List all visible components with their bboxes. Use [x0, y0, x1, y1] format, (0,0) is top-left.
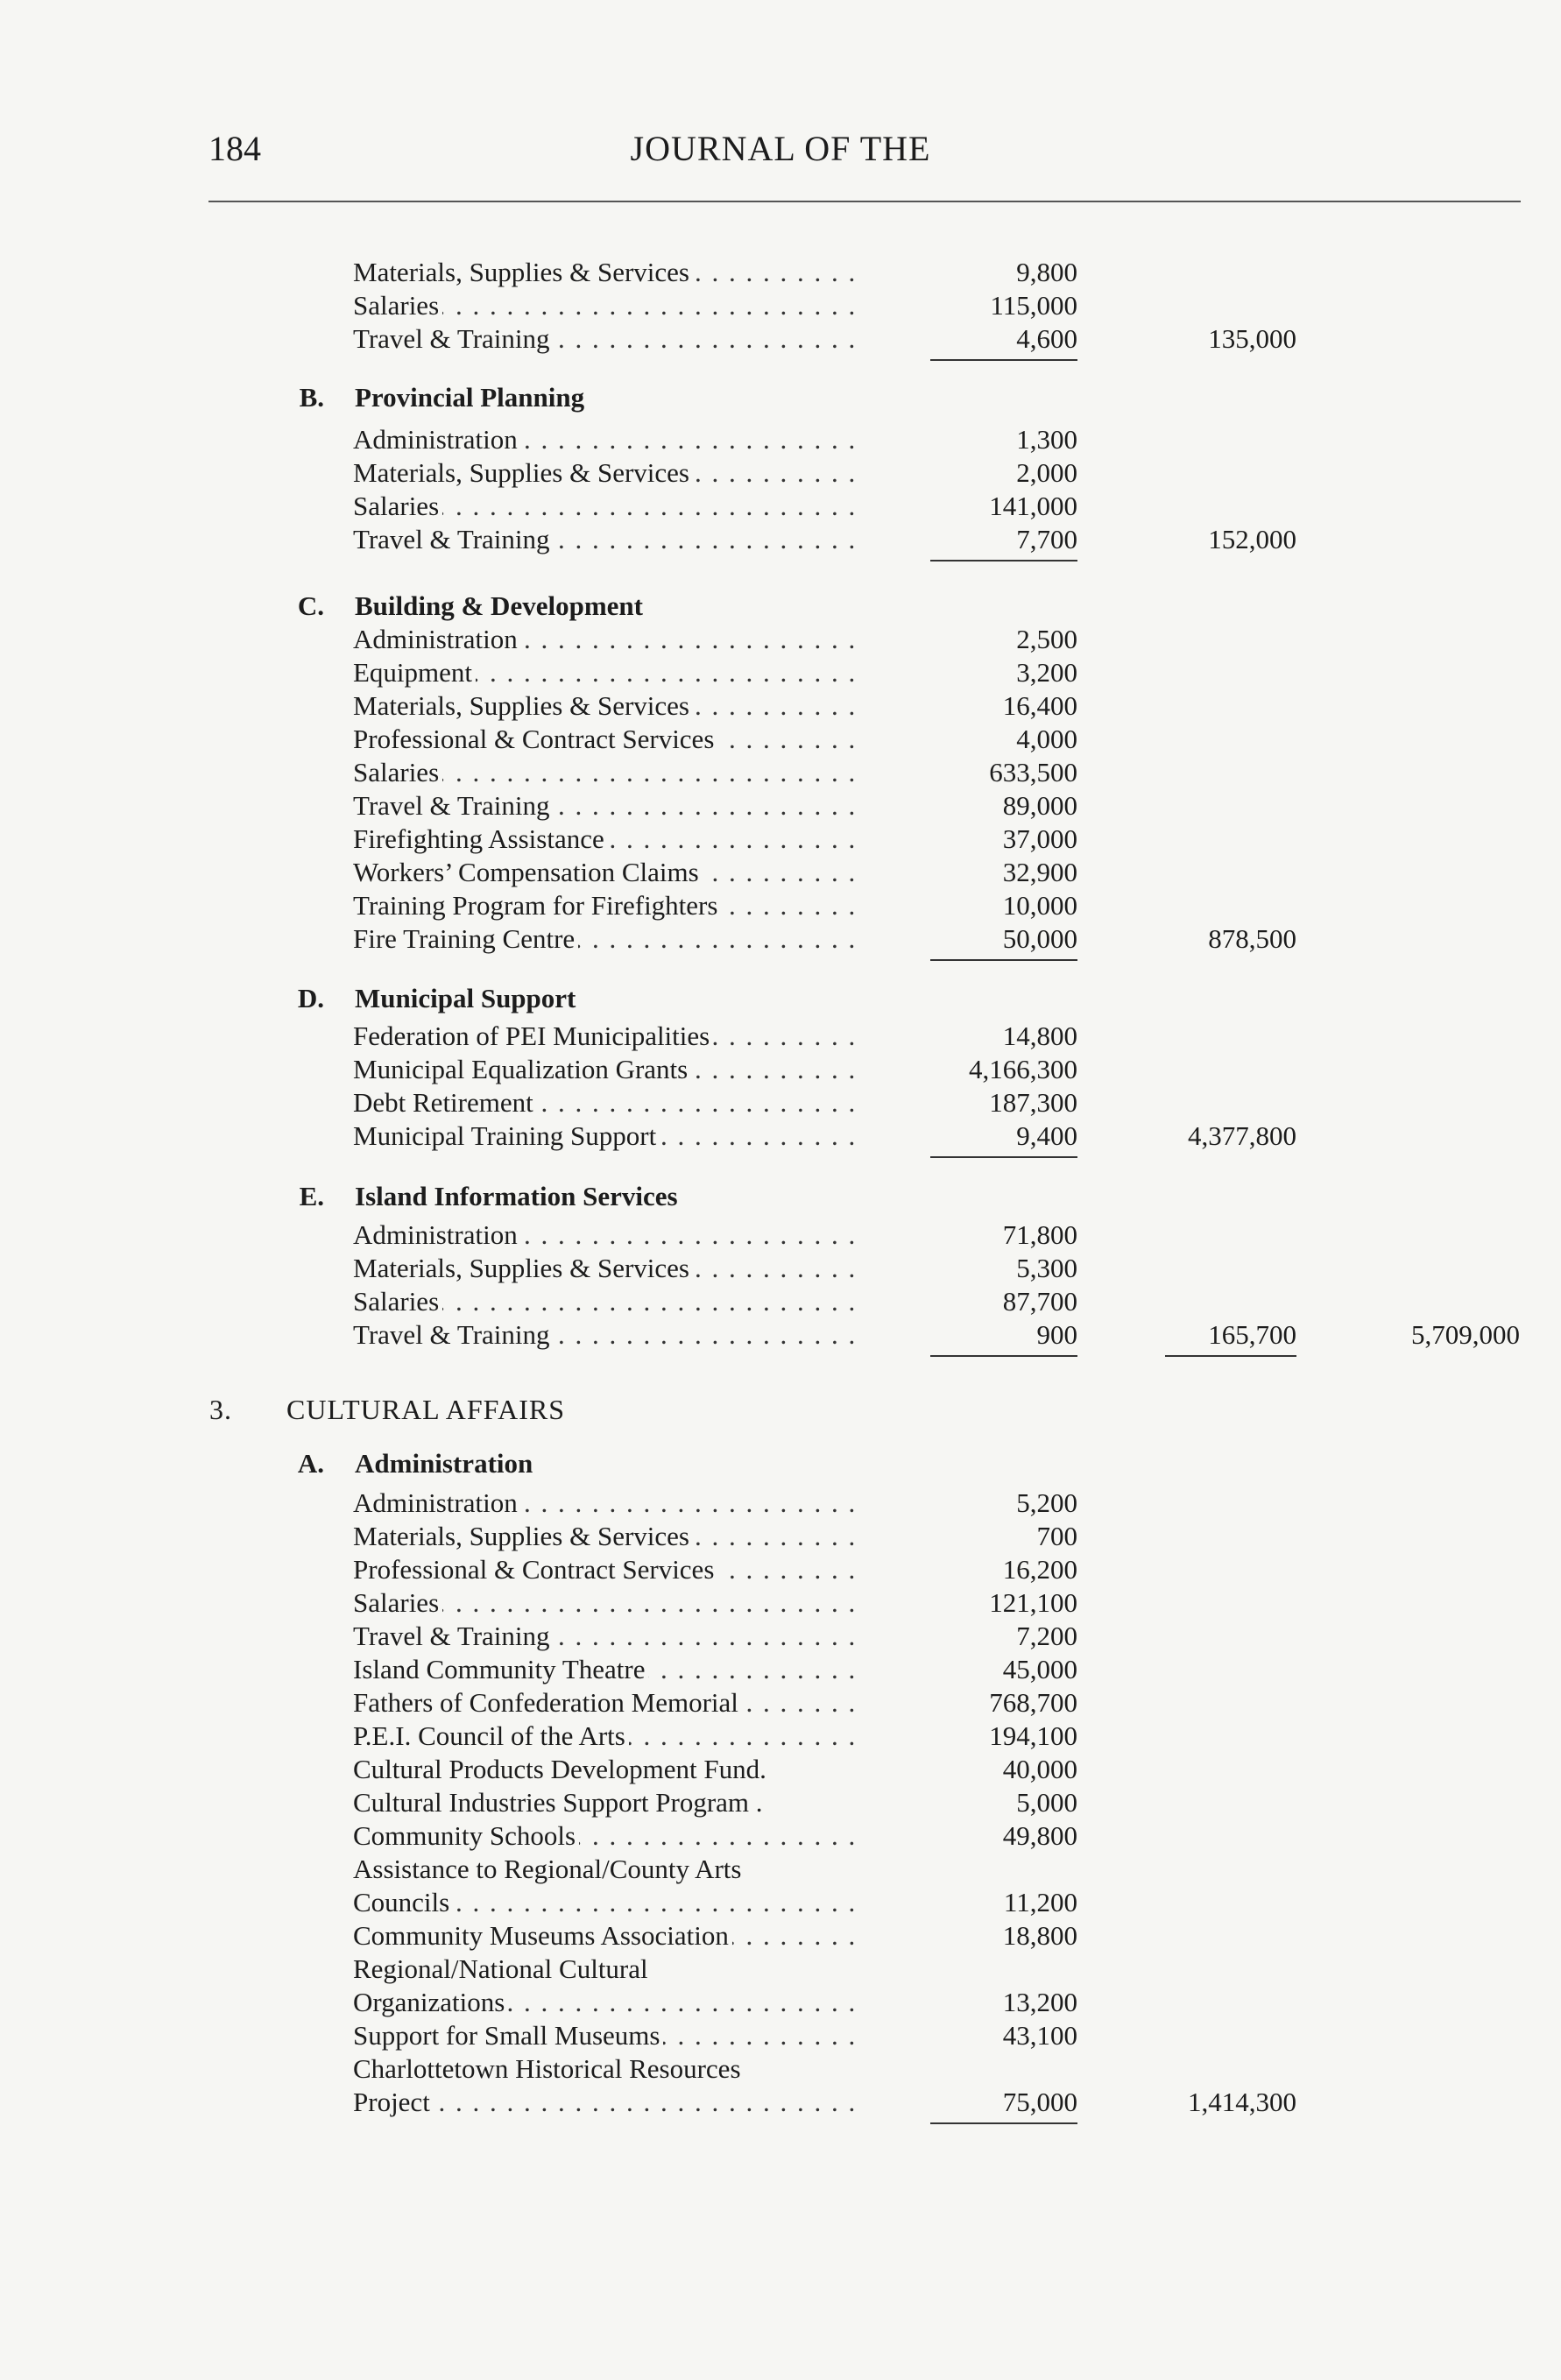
subtotal-amount: 135,000 [1208, 323, 1296, 354]
item-label [353, 1285, 861, 1318]
item-label-text: Firefighting Assistance [353, 823, 608, 854]
item-label-text: Travel & Training [353, 1621, 554, 1651]
line-item [0, 1020, 1561, 1053]
item-label [353, 823, 861, 856]
item-label [353, 1553, 861, 1586]
item-amount: 141,000 [989, 491, 1077, 521]
item-label-text: Workers’ Compensation Claims [353, 857, 703, 887]
item-label [353, 1953, 861, 1986]
item-label [353, 689, 861, 723]
item-label-text: Travel & Training [353, 1319, 554, 1350]
line-item [0, 1720, 1561, 1753]
item-label [353, 1119, 861, 1153]
item-label [353, 1686, 861, 1720]
item-amount: 9,400 [1016, 1120, 1077, 1151]
item-amount: 32,900 [1002, 857, 1077, 887]
section-letter: A. [297, 1448, 324, 1479]
item-label [353, 1819, 861, 1853]
line-item [0, 1620, 1561, 1653]
item-amount: 2,000 [1016, 457, 1077, 488]
line-item [0, 1919, 1561, 1953]
item-amount: 10,000 [1002, 890, 1077, 921]
item-label-text: Councils [353, 1887, 453, 1917]
item-label-text: Administration [353, 624, 521, 654]
item-label-text: Materials, Supplies & Services [353, 457, 693, 488]
item-label [353, 856, 861, 889]
item-amount: 4,600 [1016, 323, 1077, 354]
line-item [0, 256, 1561, 289]
item-amount: 18,800 [1002, 1920, 1077, 1951]
line-item [0, 1819, 1561, 1853]
line-item [0, 423, 1561, 456]
item-label [353, 1053, 861, 1086]
item-label [353, 1020, 861, 1053]
line-item [0, 1586, 1561, 1620]
section-letter: E. [299, 1181, 324, 1211]
item-label-text: Fire Training Centre [353, 923, 578, 954]
item-label-text: Professional & Contract Services [353, 1554, 717, 1585]
item-label-text: Materials, Supplies & Services [353, 257, 693, 287]
section-title: Provincial Planning [355, 382, 585, 413]
item-label-text: Support for Small Museums [353, 2020, 663, 2051]
item-label [353, 1586, 861, 1620]
section-heading [0, 1447, 1561, 1480]
item-label-text: Materials, Supplies & Services [353, 690, 693, 721]
line-item [0, 1520, 1561, 1553]
item-label [353, 1487, 861, 1520]
section-heading [0, 1180, 1561, 1213]
item-label-text: Charlottetown Historical Resources [353, 2053, 745, 2084]
subtotal-amount: 1,414,300 [1188, 2087, 1296, 2117]
subtotal-amount: 878,500 [1208, 923, 1296, 954]
item-label [353, 1919, 861, 1953]
item-label-text: P.E.I. Council of the Arts [353, 1720, 629, 1751]
line-item [0, 1119, 1561, 1153]
item-amount: 5,300 [1016, 1253, 1077, 1283]
line-item [0, 1086, 1561, 1119]
item-amount: 16,200 [1002, 1554, 1077, 1585]
line-item [0, 789, 1561, 823]
item-amount: 1,300 [1016, 424, 1077, 455]
item-label [353, 523, 861, 556]
item-label [353, 1218, 861, 1252]
item-label [353, 756, 861, 789]
line-item [0, 823, 1561, 856]
line-item [0, 322, 1561, 356]
section-letter: C. [297, 590, 324, 621]
item-label-text: Project [353, 2087, 434, 2117]
item-amount: 11,200 [1003, 1887, 1077, 1917]
label-continuation [0, 1853, 1561, 1886]
item-amount: 4,166,300 [969, 1054, 1077, 1084]
section-heading [0, 982, 1561, 1015]
item-amount: 121,100 [989, 1587, 1077, 1618]
item-label [353, 1086, 861, 1119]
item-amount: 16,400 [1002, 690, 1077, 721]
item-label-text: Professional & Contract Services [353, 724, 717, 754]
section-title: Administration [355, 1448, 533, 1479]
line-item [0, 889, 1561, 922]
item-label-text: Community Museums Association [353, 1920, 732, 1951]
item-amount: 5,200 [1016, 1487, 1077, 1518]
item-amount: 50,000 [1002, 923, 1077, 954]
item-label [353, 1853, 861, 1886]
line-item [0, 1553, 1561, 1586]
item-label [353, 623, 861, 656]
line-item [0, 1653, 1561, 1686]
subtotal-rule [930, 959, 1077, 961]
subtotal-amount: 4,377,800 [1188, 1120, 1296, 1151]
line-item [0, 723, 1561, 756]
item-label [353, 1986, 861, 2019]
department-title: CULTURAL AFFAIRS [286, 1394, 565, 1425]
item-amount: 71,800 [1002, 1219, 1077, 1250]
line-item [0, 756, 1561, 789]
item-label [353, 490, 861, 523]
subtotal-rule [930, 1355, 1077, 1357]
item-label [353, 2019, 861, 2052]
item-label-text: Salaries [353, 757, 442, 787]
item-label-text: Cultural Products Development Fund. [353, 1754, 770, 1784]
item-label-text: Debt Retirement [353, 1087, 537, 1118]
item-label-text: Organizations [353, 1987, 508, 2017]
item-amount: 115,000 [990, 290, 1077, 321]
line-item [0, 656, 1561, 689]
department-number: 3. [209, 1394, 232, 1425]
subtotal-amount: 152,000 [1208, 524, 1296, 554]
line-item [0, 289, 1561, 322]
item-label-text: Cultural Industries Support Program . [353, 1787, 766, 1818]
line-item [0, 1053, 1561, 1086]
line-item [0, 1886, 1561, 1919]
subtotal-rule [930, 560, 1077, 561]
page-number: 184 [208, 129, 261, 168]
item-label-text: Municipal Equalization Grants [353, 1054, 691, 1084]
section-letter: B. [299, 382, 324, 413]
item-label [353, 1886, 861, 1919]
item-label-text: Municipal Training Support [353, 1120, 660, 1151]
item-label-text: Administration [353, 424, 521, 455]
item-amount: 2,500 [1016, 624, 1077, 654]
item-amount: 7,200 [1016, 1621, 1077, 1651]
item-amount: 37,000 [1002, 823, 1077, 854]
subtotal-rule [930, 2122, 1077, 2124]
line-item [0, 523, 1561, 556]
item-amount: 187,300 [989, 1087, 1077, 1118]
item-amount: 768,700 [989, 1687, 1077, 1718]
item-label-text: Community Schools [353, 1820, 579, 1851]
item-label [353, 889, 861, 922]
item-amount: 9,800 [1016, 257, 1077, 287]
line-item [0, 1318, 1561, 1352]
item-amount: 49,800 [1002, 1820, 1077, 1851]
item-label [353, 922, 861, 956]
section-heading [0, 381, 1561, 414]
item-amount: 13,200 [1002, 1987, 1077, 2017]
item-label-text: Travel & Training [353, 524, 554, 554]
section-title: Building & Development [355, 590, 643, 621]
item-label-text: Equipment [353, 657, 476, 688]
total-amount: 5,709,000 [1411, 1319, 1520, 1350]
item-label [353, 2086, 861, 2119]
item-label-text: Materials, Supplies & Services [353, 1521, 693, 1551]
item-label-text: Federation of PEI Municipalities [353, 1021, 713, 1051]
item-amount: 87,700 [1002, 1286, 1077, 1317]
section-heading [0, 590, 1561, 623]
section-title: Municipal Support [355, 983, 576, 1013]
item-label [353, 1786, 861, 1819]
item-label-text: Materials, Supplies & Services [353, 1253, 693, 1283]
line-item [0, 1753, 1561, 1786]
item-label-text: Assistance to Regional/County Arts [353, 1854, 745, 1884]
running-title: JOURNAL OF THE [630, 129, 931, 168]
item-label [353, 2052, 861, 2086]
line-item [0, 1487, 1561, 1520]
item-amount: 194,100 [989, 1720, 1077, 1751]
item-label-text: Administration [353, 1219, 521, 1250]
item-label [353, 322, 861, 356]
subtotal-amount: 165,700 [1208, 1319, 1296, 1350]
item-label [353, 789, 861, 823]
item-amount: 633,500 [989, 757, 1077, 787]
item-label [353, 1620, 861, 1653]
line-item [0, 922, 1561, 956]
item-label-text: Salaries [353, 1286, 442, 1317]
item-label [353, 1753, 861, 1786]
item-label [353, 256, 861, 289]
item-label-text: Administration [353, 1487, 521, 1518]
item-amount: 43,100 [1002, 2020, 1077, 2051]
line-item [0, 490, 1561, 523]
item-label-text: Salaries [353, 491, 442, 521]
item-label [353, 423, 861, 456]
line-item [0, 2086, 1561, 2119]
item-label [353, 723, 861, 756]
line-item [0, 1786, 1561, 1819]
item-amount: 45,000 [1002, 1654, 1077, 1684]
item-label [353, 456, 861, 490]
line-item [0, 1218, 1561, 1252]
item-amount: 4,000 [1016, 724, 1077, 754]
item-amount: 7,700 [1016, 524, 1077, 554]
item-label-text: Salaries [353, 1587, 442, 1618]
item-label [353, 1720, 861, 1753]
item-label-text: Travel & Training [353, 323, 554, 354]
line-item [0, 456, 1561, 490]
item-label-text: Fathers of Confederation Memorial [353, 1687, 742, 1718]
item-amount: 75,000 [1002, 2087, 1077, 2117]
item-amount: 700 [1036, 1521, 1077, 1551]
department-heading [0, 1393, 1561, 1426]
item-label-text: Salaries [353, 290, 442, 321]
subtotal-rule [930, 1156, 1077, 1158]
item-amount: 900 [1036, 1319, 1077, 1350]
section-title: Island Information Services [355, 1181, 678, 1211]
item-label-text: Travel & Training [353, 790, 554, 821]
section-letter: D. [297, 983, 324, 1013]
item-amount: 89,000 [1002, 790, 1077, 821]
label-continuation [0, 2052, 1561, 2086]
line-item [0, 1285, 1561, 1318]
line-item [0, 1686, 1561, 1720]
item-label [353, 1653, 861, 1686]
item-label [353, 656, 861, 689]
label-continuation [0, 1953, 1561, 1986]
line-item [0, 689, 1561, 723]
line-item [0, 1986, 1561, 2019]
subtotal-rule [930, 359, 1077, 361]
total-rule [1165, 1355, 1296, 1357]
line-item [0, 856, 1561, 889]
item-amount: 14,800 [1002, 1021, 1077, 1051]
item-label [353, 1520, 861, 1553]
line-item [0, 623, 1561, 656]
item-label-text: Island Community Theatre [353, 1654, 648, 1684]
item-amount: 3,200 [1016, 657, 1077, 688]
item-label [353, 289, 861, 322]
item-amount: 5,000 [1016, 1787, 1077, 1818]
item-label [353, 1252, 861, 1285]
item-label-text: Regional/National Cultural [353, 1953, 652, 1984]
line-item [0, 2019, 1561, 2052]
item-amount: 40,000 [1002, 1754, 1077, 1784]
item-label [353, 1318, 861, 1352]
item-label-text: Training Program for Firefighters [353, 890, 721, 921]
line-item [0, 1252, 1561, 1285]
